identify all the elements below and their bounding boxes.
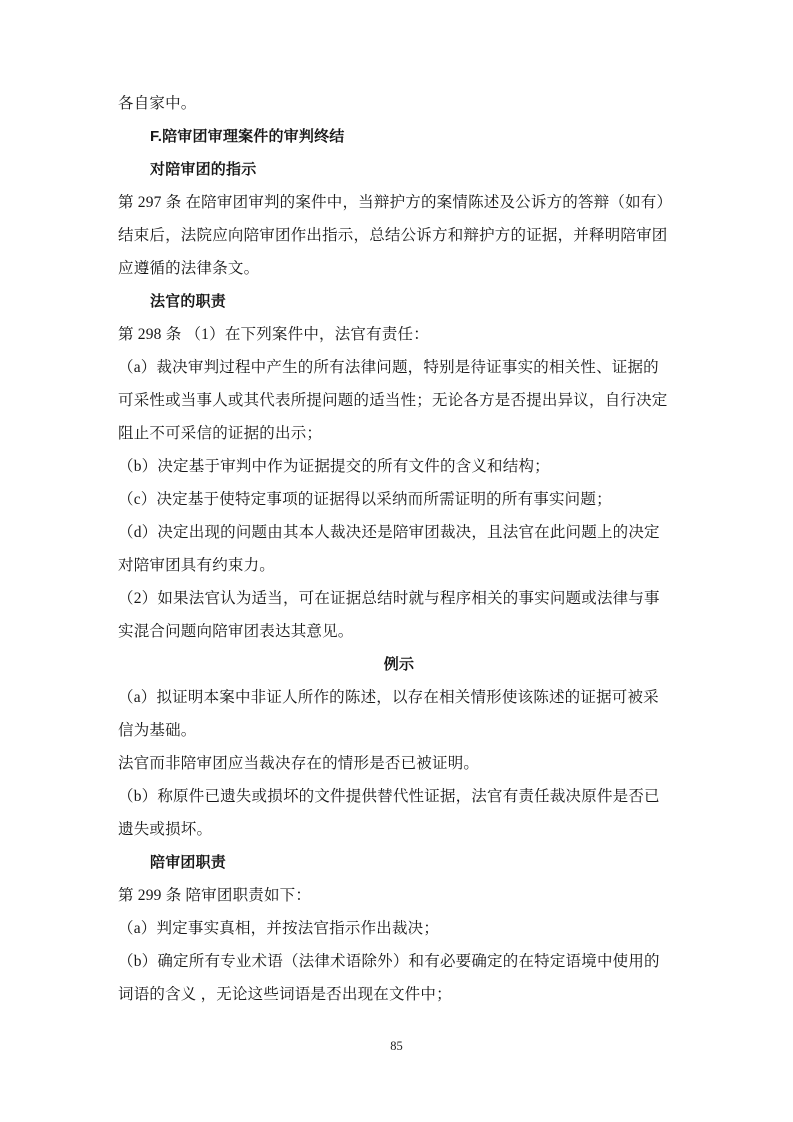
text-line: （b）确定所有专业术语（法律术语除外）和有必要确定的在特定语境中使用的: [118, 953, 660, 970]
text-line: 结束后，法院应向陪审团作出指示，总结公诉方和辩护方的证据，并释明陪审团: [118, 227, 668, 244]
text-line: 阻止不可采信的证据的出示；: [118, 425, 323, 442]
section-heading: 陪审团职责: [150, 854, 227, 871]
text-line: 第 299 条 陪审团职责如下：: [118, 887, 312, 904]
text-line: 各自家中。: [118, 95, 197, 112]
text-line: 应遵循的法律条文。: [118, 260, 260, 277]
text-line: 对陪审团具有约束力。: [118, 557, 276, 574]
text-line: （c）决定基于使特定事项的证据得以采纳而所需证明的所有事实问题；: [118, 491, 612, 508]
text-line: 可采性或当事人或其代表所提问题的适当性；无论各方是否提出异议，自行决定: [118, 392, 668, 409]
text-line: （b）称原件已遗失或损坏的文件提供替代性证据，法官有责任裁决原件是否已: [118, 788, 660, 805]
text-line: （a）判定事实真相，并按法官指示作出裁决；: [118, 920, 440, 937]
text-line: （b）决定基于审判中作为证据提交的所有文件的含义和结构；: [118, 458, 550, 475]
text-line: 法官而非陪审团应当裁决存在的情形是否已被证明。: [118, 755, 480, 772]
document-body: [118, 87, 680, 1011]
text-line: 遗失或损坏。: [118, 821, 213, 838]
text-line: 词语的含义 ，无论这些词语是否出现在文件中；: [118, 986, 452, 1003]
text-line: （a）拟证明本案中非证人所作的陈述，以存在相关情形使该陈述的证据可被采: [118, 689, 659, 706]
text-line: 实混合问题向陪审团表达其意见。: [118, 623, 354, 640]
section-heading: 对陪审团的指示: [150, 161, 257, 178]
section-heading: F.陪审团审理案件的审判终结: [150, 128, 345, 145]
text-line: 信为基础。: [118, 722, 197, 739]
text-line: （2）如果法官认为适当，可在证据总结时就与程序相关的事实问题或法律与事: [118, 590, 660, 607]
section-heading: 法官的职责: [150, 293, 227, 310]
text-line: （d）决定出现的问题由其本人裁决还是陪审团裁决，且法官在此问题上的决定: [118, 524, 660, 541]
page-number: 85: [390, 1039, 403, 1053]
text-line: 第 297 条 在陪审团审判的案件中，当辩护方的案情陈述及公诉方的答辩（如有）: [118, 194, 673, 211]
text-line: 第 298 条 （1）在下列案件中，法官有责任：: [118, 326, 429, 343]
centered-heading: 例示: [383, 656, 415, 673]
text-line: （a）裁决审判过程中产生的所有法律问题，特别是待证事实的相关性、证据的: [118, 359, 659, 376]
